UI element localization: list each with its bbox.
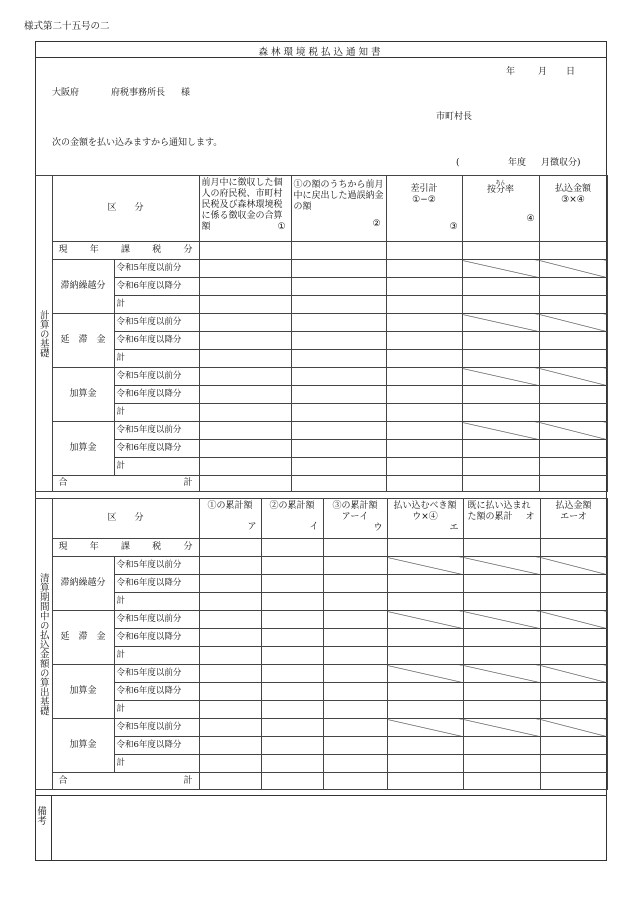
colC-header: ③の累計額 アーイ ウ <box>323 499 387 539</box>
row-sub-label: 計 <box>114 296 199 314</box>
row-group-additional-1: 加算金 <box>52 368 114 422</box>
period-paren: ( <box>456 158 460 168</box>
row-sub-label: 令和5年度以前分 <box>114 368 199 386</box>
colD-header: 払い込むべき額 ウ×④ エ <box>387 499 463 539</box>
sender-mayor: 市町村長 <box>436 112 473 122</box>
row-sub-label: 計 <box>114 647 199 665</box>
col3-header: 差引計 ①−② ③ <box>386 176 462 242</box>
notice-text: 次の金額を払い込みますから通知します。 <box>52 138 223 148</box>
period-fiscal-year: 年度 <box>508 158 527 168</box>
row-sub-label: 令和6年度以降分 <box>114 332 199 350</box>
row-sub-label: 令和5年度以前分 <box>114 557 199 575</box>
col-category-header: 区 分 <box>52 499 199 539</box>
row-group-delinquency: 延 滞 金 <box>52 314 114 368</box>
table-row <box>35 539 607 557</box>
row-sub-label: 計 <box>114 593 199 611</box>
row-sub-label: 計 <box>114 755 199 773</box>
row-group-arrears: 滞納繰越分 <box>52 260 114 314</box>
row-sub-label: 令和5年度以前分 <box>114 665 199 683</box>
row-group-additional-2: 加算金 <box>52 719 114 773</box>
remarks-label: 備考 <box>35 806 46 825</box>
row-sub-label: 計 <box>114 350 199 368</box>
row-sub-label: 令和6年度以降分 <box>114 278 199 296</box>
row-sub-label: 令和6年度以降分 <box>114 440 199 458</box>
row-sub-label: 令和5年度以前分 <box>114 422 199 440</box>
title-divider <box>35 57 607 58</box>
table-row <box>35 773 607 790</box>
calculation-basis-table <box>35 175 608 492</box>
col1-header: 前月中に徴収した個人の府民税、市町村民税及び森林環境税に係る徴収金の合算額 ① <box>199 176 291 242</box>
calc-basis-side-label: 計算の基礎 <box>35 176 52 492</box>
form-title: 森林環境税払込通知書 <box>258 47 384 58</box>
row-sub-label: 令和6年度以降分 <box>114 386 199 404</box>
date-day: 日 <box>566 67 576 77</box>
addressee-office: 府税事務所長 <box>111 88 166 98</box>
row-group-delinquency: 延 滞 金 <box>52 611 114 665</box>
row-sub-label: 令和6年度以降分 <box>114 575 199 593</box>
settlement-basis-table <box>35 498 608 790</box>
table-row <box>35 242 607 260</box>
row-sub-label: 令和5年度以前分 <box>114 611 199 629</box>
row-sub-label: 計 <box>114 701 199 719</box>
remarks-field[interactable] <box>52 796 606 860</box>
col5-header: 払込金額 ③×④ <box>539 176 607 242</box>
row-sub-label: 令和5年度以前分 <box>114 719 199 737</box>
row-sub-label: 令和5年度以前分 <box>114 314 199 332</box>
row-group-arrears: 滞納繰越分 <box>52 557 114 611</box>
row-sub-label: 計 <box>114 458 199 476</box>
col4-header: あん 按分率 ④ <box>462 176 539 242</box>
row-sub-label: 令和6年度以降分 <box>114 683 199 701</box>
row-sub-label: 令和6年度以降分 <box>114 737 199 755</box>
colB-header: ②の累計額 イ <box>261 499 323 539</box>
period-month: 月徴収分) <box>541 158 581 168</box>
row-sub-label: 令和6年度以降分 <box>114 629 199 647</box>
row-current-year: 現 年 課 税 分 <box>52 242 199 260</box>
row-current-year: 現 年 課 税 分 <box>52 539 199 557</box>
settlement-basis-side-label: 清算期間中の払込金額の算出基礎 <box>35 499 52 790</box>
row-total: 合 計 <box>52 476 199 492</box>
addressee-honorific: 様 <box>181 88 191 98</box>
col-category-header: 区 分 <box>52 176 199 242</box>
table-row <box>35 476 607 492</box>
colE-header: 既に払い込まれた額の累計 オ <box>463 499 540 539</box>
row-group-additional-2: 加算金 <box>52 422 114 476</box>
colA-header: ①の累計額 ア <box>199 499 261 539</box>
addressee-prefecture: 大阪府 <box>52 88 80 98</box>
row-total: 合 計 <box>52 773 199 790</box>
date-month: 月 <box>538 67 548 77</box>
date-year: 年 <box>506 67 516 77</box>
row-sub-label: 計 <box>114 404 199 422</box>
row-group-additional-1: 加算金 <box>52 665 114 719</box>
col2-header: ①の額のうちから前月中に戻出した過誤納金の額 ② <box>291 176 386 242</box>
row-sub-label: 令和5年度以前分 <box>114 260 199 278</box>
form-number: 様式第二十五号の二 <box>24 21 110 32</box>
colF-header: 払込金額 エーオ <box>540 499 607 539</box>
